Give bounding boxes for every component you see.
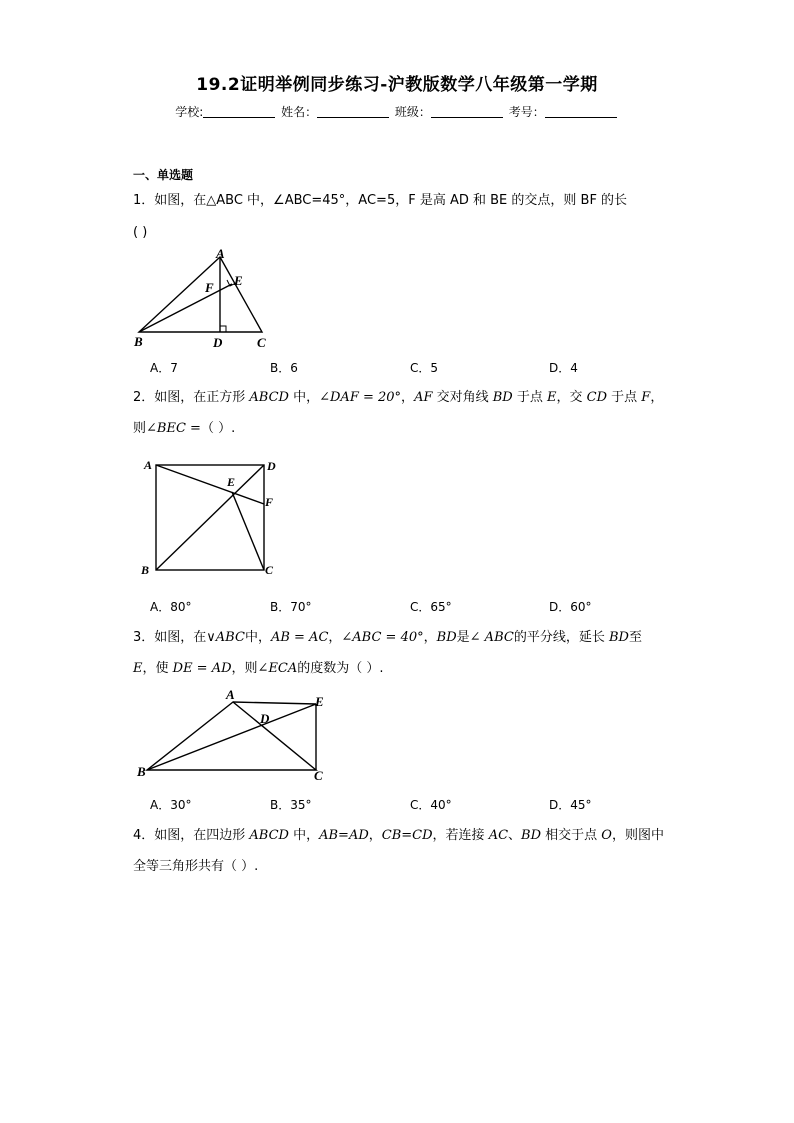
class-blank	[431, 105, 503, 118]
q1-label-a: A	[216, 246, 225, 261]
q2-option-d: D．60°	[549, 600, 592, 614]
q1-label-e: E	[234, 273, 243, 288]
question-3-figure	[133, 686, 338, 784]
question-3-line-1: 3．如图，在∨ABC中，AB = AC，∠ABC = 40°，BD是∠ ABC的平分线，延长 BD至	[133, 630, 642, 645]
q3-label-e: E	[315, 694, 324, 709]
q2-option-c: C．65°	[410, 600, 452, 614]
q3-label-c: C	[314, 768, 323, 783]
q2-label-d: D	[267, 459, 276, 473]
q2-label-a: A	[144, 458, 153, 472]
school-blank	[203, 105, 275, 118]
question-2-figure	[136, 452, 286, 582]
question-4-line-1: 4．如图，在四边形 ABCD 中，AB=AD，CB=CD，若连接 AC、BD 相交于点 O，则图中	[133, 828, 664, 843]
exam-number-blank	[545, 105, 617, 118]
question-1-figure	[130, 245, 280, 353]
q1-figure-lines	[139, 257, 262, 332]
q2-line-af	[156, 465, 264, 504]
q2-label-e: E	[227, 475, 236, 489]
q1-altitude-be	[139, 284, 232, 332]
q1-right-angle-d	[220, 326, 226, 332]
question-3-line-2: E，使 DE = AD，则∠ECA的度数为（ ）.	[133, 661, 384, 676]
section-title: 一、单选题	[133, 168, 194, 182]
q2-option-a: A．80°	[150, 600, 192, 614]
q1-triangle-abc	[139, 257, 262, 332]
q1-option-b: B．6	[270, 361, 298, 375]
question-2-line-2: 则∠BEC =（ ）.	[133, 421, 236, 436]
question-2-line-1: 2．如图，在正方形 ABCD 中，∠DAF = 20°，AF 交对角线 BD 于点 E，交 CD 于点 F，	[133, 390, 664, 405]
exam-number-label: 考号：	[508, 105, 545, 119]
q1-option-a: A．7	[150, 361, 178, 375]
q2-label-b: B	[141, 563, 150, 577]
q3-figure-lines	[147, 702, 316, 770]
question-1-text: 1．如图，在△ABC 中，∠ABC=45°，AC=5，F 是高 AD 和 BE 的交点，则 BF 的长	[133, 193, 628, 208]
q2-option-b: B．70°	[270, 600, 312, 614]
q1-option-d: D．4	[549, 361, 578, 375]
q1-label-c: C	[257, 335, 266, 350]
q1-label-b: B	[134, 334, 143, 349]
q3-option-b: B．35°	[270, 798, 312, 812]
q1-label-d: D	[213, 335, 223, 350]
q2-figure-lines	[156, 465, 264, 570]
page-title: 19.2证明举例同步练习-沪教版数学八年级第一学期	[196, 75, 598, 95]
q3-option-d: D．45°	[549, 798, 592, 812]
q1-option-c: C．5	[410, 361, 439, 375]
q3-line-be	[147, 704, 316, 770]
q3-label-b: B	[137, 764, 146, 779]
school-label: 学校:	[175, 105, 204, 119]
q1-label-f: F	[205, 280, 214, 295]
question-4-line-2: 全等三角形共有（ ）.	[133, 859, 259, 874]
q3-option-a: A．30°	[150, 798, 192, 812]
q2-label-c: C	[265, 563, 274, 577]
name-label: 姓名：	[281, 105, 318, 119]
q3-line-ae	[233, 702, 316, 704]
q2-line-ec	[232, 492, 264, 570]
student-info-line	[0, 103, 794, 120]
question-1-bracket: ( )	[133, 225, 148, 240]
class-label: 班级：	[394, 105, 431, 119]
q2-label-f: F	[265, 495, 274, 509]
q2-diagonal-bd	[156, 465, 264, 570]
name-blank	[317, 105, 389, 118]
q3-label-d: D	[260, 711, 270, 726]
q3-label-a: A	[226, 687, 235, 702]
q3-option-c: C．40°	[410, 798, 452, 812]
